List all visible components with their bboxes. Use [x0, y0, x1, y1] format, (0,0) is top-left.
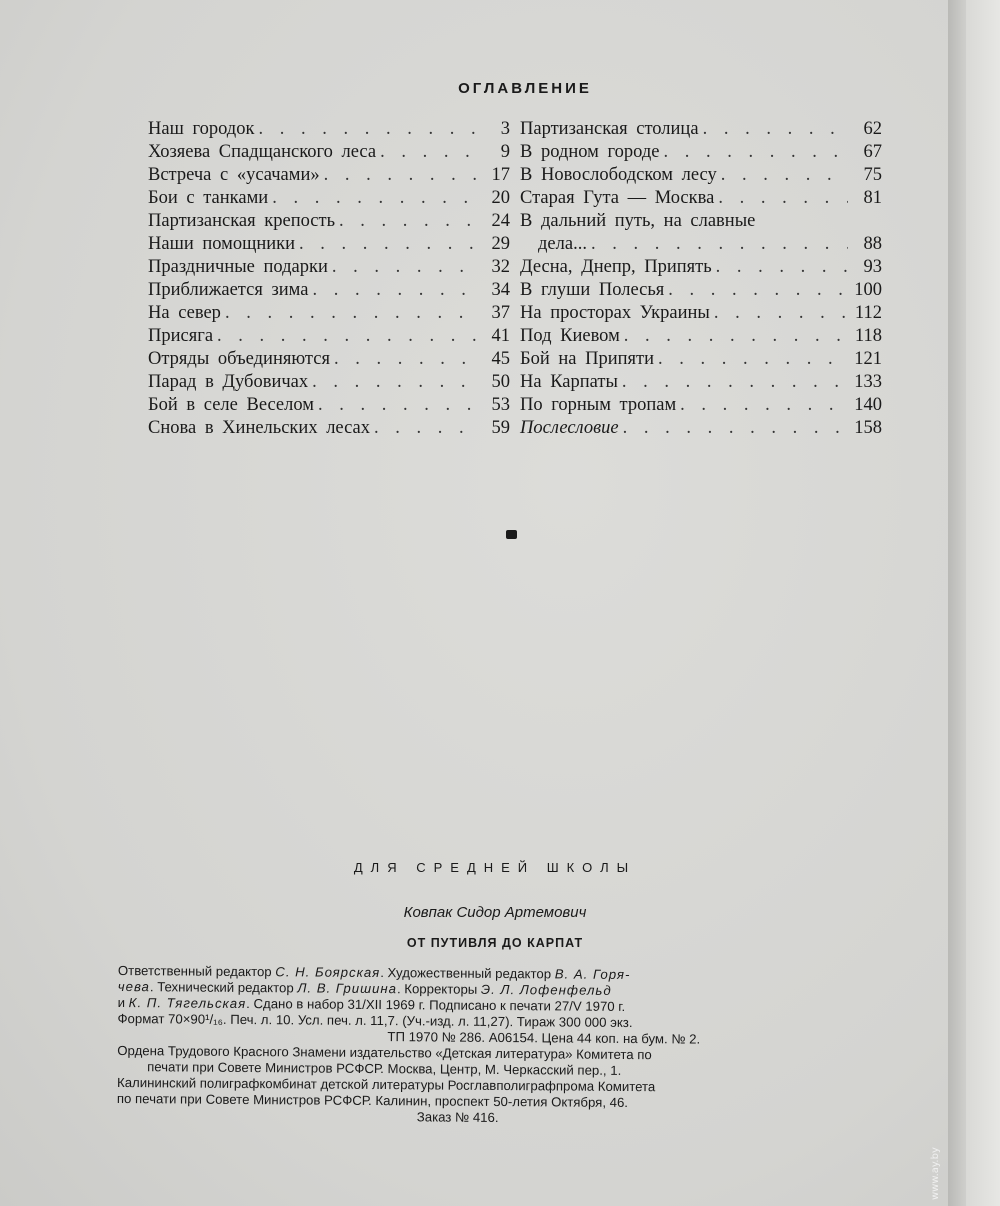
site-watermark: www.ay.by [930, 1147, 941, 1200]
toc-entry: Снова в Хинельских лесах . . . 59 [148, 417, 510, 440]
toc-entry: Бои с танками . . . 20 [148, 187, 510, 210]
toc-column-right [520, 118, 882, 440]
toc-entry: Десна, Днепр, Припять . . . 93 [520, 256, 882, 279]
toc-entry: Встреча с «усачами» . . . 17 [148, 164, 510, 187]
series-label: ДЛЯ СРЕДНЕЙ ШКОЛЫ [353, 860, 637, 875]
imprint-line: печати при Совете Министров РСФСР. Москва, Центр, М. Черкасский пер., 1. [147, 1059, 622, 1078]
imprint-line: ТП 1970 № 286. А06154. Цена 44 коп. на бум. № 2. [387, 1029, 701, 1047]
toc-entry: Праздничные подарки . . . 32 [148, 256, 510, 279]
imprint-line: Ордена Трудового Красного Знамени издательство «Детская литература» Комитета по [117, 1042, 652, 1063]
toc-title: ОГЛАВЛЕНИЕ [458, 80, 592, 97]
toc-entry: В Новослободском лесу . . . 75 [520, 164, 882, 187]
toc-entry: На просторах Украины . . . 112 [520, 302, 882, 325]
imprint-line: Заказ № 416. [416, 1109, 499, 1125]
toc-entry: Наши помощники . . . 29 [148, 233, 510, 256]
toc-entry-continuation: дела... . . . 88 [520, 233, 882, 256]
toc-entry: Парад в Дубовичах . . . 50 [148, 371, 510, 394]
toc-entry: Старая Гута — Москва . . . 81 [520, 187, 882, 210]
toc-entry: Бой на Припяти . . . 121 [520, 348, 882, 371]
toc-entry: Наш городок . . . 3 [148, 118, 510, 141]
author-name: Ковпак Сидор Артемович [403, 904, 587, 921]
toc-entry: В дальний путь, на славные [520, 211, 756, 231]
toc-entry: Под Киевом . . . 118 [520, 325, 882, 348]
toc-entry: Партизанская крепость . . . 24 [148, 210, 510, 233]
toc-entry: Хозяева Спадщанского леса . . . 9 [148, 141, 510, 164]
toc-entry: Приближается зима . . . 34 [148, 279, 510, 302]
toc-entry: Партизанская столица . . . 62 [520, 118, 882, 141]
imprint-line: и К. П. Тягельская. Сдано в набор 31/XII 1969 г. Подписано к печати 27/V 1970 г. [117, 994, 626, 1014]
toc-entry: На Карпаты . . . 133 [520, 371, 882, 394]
toc-entry: Присяга . . . 41 [148, 325, 510, 348]
adjacent-page-edge [966, 0, 1000, 1206]
imprint-block [117, 963, 863, 1129]
toc-entry: В родном городе . . . 67 [520, 141, 882, 164]
imprint-line: по печати при Совете Министров РСФСР. Калинин, проспект 50-летия Октября, 46. [116, 1090, 629, 1111]
imprint-line: Калининский полиграфкомбинат детской литературы Росглавполиграфпрома Комитета [117, 1074, 656, 1095]
book-title: ОТ ПУТИВЛЯ ДО КАРПАТ [406, 936, 584, 950]
toc-entry: В глуши Полесья . . . 100 [520, 279, 882, 302]
separator-mark [506, 530, 517, 539]
toc-entry-afterword: Послесловие . . . 158 [520, 417, 882, 440]
page-gutter [948, 0, 966, 1206]
imprint-line: Формат 70×90¹/₁₆. Печ. л. 10. Усл. печ. л. 11,7. (Уч.-изд. л. 11,27). Тираж 300 000 экз. [117, 1010, 633, 1031]
imprint-line: чева. Технический редактор Л. В. Гришина. Корректоры Э. Л. Лофенфельд [117, 978, 612, 998]
toc-entry: По горным тропам . . . 140 [520, 394, 882, 417]
toc-column-left [148, 118, 510, 440]
toc-entry: Бой в селе Веселом . . . 53 [148, 394, 510, 417]
imprint-line: Ответственный редактор С. Н. Боярская. Художественный редактор В. А. Горя- [117, 963, 631, 983]
toc-entry: На север . . . 37 [148, 302, 510, 325]
toc-entry: Отряды объединяются . . . 45 [148, 348, 510, 371]
